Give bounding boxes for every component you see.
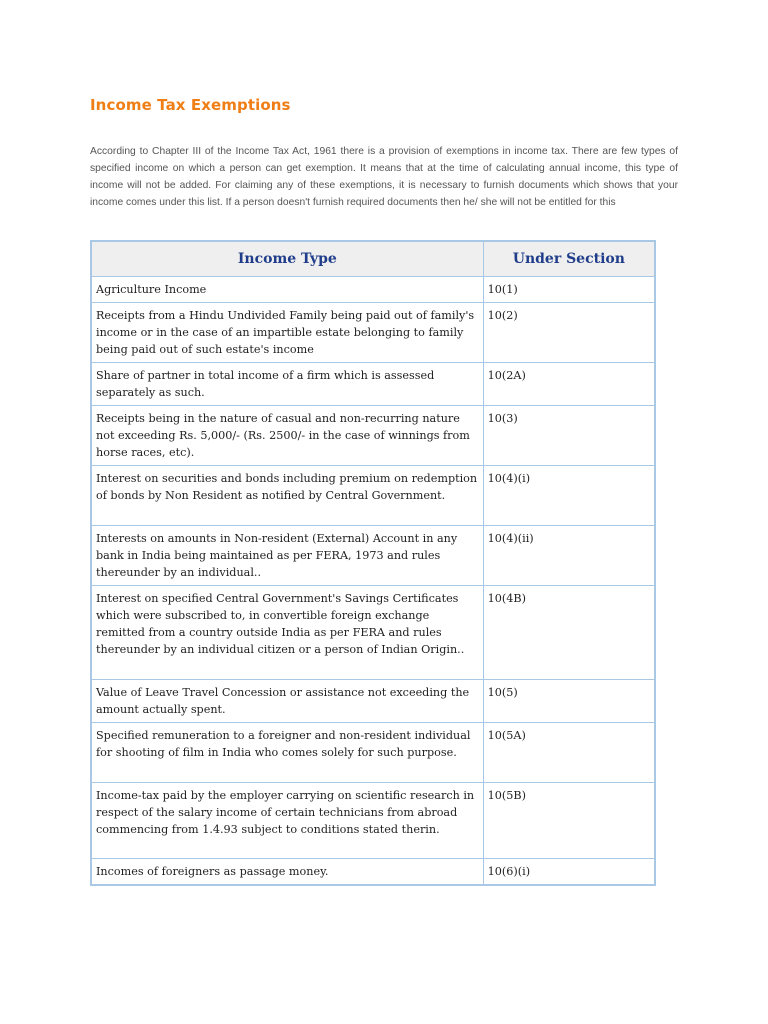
income-type-cell: Share of partner in total income of a firm which is assessed separately as such. — [91, 363, 483, 406]
section-cell: 10(5B) — [483, 783, 655, 859]
section-cell: 10(3) — [483, 406, 655, 466]
table-row — [91, 277, 655, 303]
exemptions-table — [90, 240, 656, 886]
income-type-cell: Interest on securities and bonds including premium on redemption of bonds by Non Resident as notified by Central Government. — [91, 466, 483, 526]
section-cell: 10(4)(ii) — [483, 526, 655, 586]
section-cell: 10(6)(i) — [483, 859, 655, 886]
income-type-cell: Specified remuneration to a foreigner and non-resident individual for shooting of film in India who comes solely for such purpose. — [91, 723, 483, 783]
intro-paragraph: According to Chapter III of the Income Tax Act, 1961 there is a provision of exemptions in income tax. There are few types of specified income on which a person can get exemption. It means that at the time of calculating annual income, this type of income will not be added. For claiming any of these exemptions, it is necessary to furnish documents which shows that your income comes under this list. If a person doesn't furnish required documents then he/ she will not be entitled for this — [90, 146, 678, 208]
income-type-cell: Receipts being in the nature of casual and non-recurring nature not exceeding Rs. 5,000/- (Rs. 2500/- in the case of winnings from horse races, etc). — [91, 406, 483, 466]
table-row — [91, 406, 655, 466]
income-type-cell: Interests on amounts in Non-resident (External) Account in any bank in India being maintained as per FERA, 1973 and rules thereunder by an individual.. — [91, 526, 483, 586]
section-cell: 10(5A) — [483, 723, 655, 783]
section-cell: 10(4B) — [483, 586, 655, 680]
income-type-cell: Incomes of foreigners as passage money. — [91, 859, 483, 886]
page-title: Income Tax Exemptions — [90, 96, 291, 114]
table-row — [91, 723, 655, 783]
section-cell: 10(1) — [483, 277, 655, 303]
income-type-cell: Interest on specified Central Government's Savings Certificates which were subscribed to, in convertible foreign exchange remitted from a country outside India as per FERA and rules thereunder by an individual citizen or a person of Indian Origin.. — [91, 586, 483, 680]
table-row — [91, 303, 655, 363]
table-row — [91, 586, 655, 680]
header-income-type: Income Type — [91, 241, 483, 277]
income-type-cell: Agriculture Income — [91, 277, 483, 303]
table-row — [91, 859, 655, 886]
table-row — [91, 526, 655, 586]
table-row — [91, 363, 655, 406]
income-type-cell: Value of Leave Travel Concession or assistance not exceeding the amount actually spent. — [91, 680, 483, 723]
table-row — [91, 783, 655, 859]
table-row — [91, 680, 655, 723]
table-header-row — [91, 241, 655, 277]
section-cell: 10(2) — [483, 303, 655, 363]
section-cell: 10(2A) — [483, 363, 655, 406]
header-under-section: Under Section — [483, 241, 655, 277]
table-row — [91, 466, 655, 526]
income-type-cell: Receipts from a Hindu Undivided Family being paid out of family's income or in the case of an impartible estate belonging to family being paid out of such estate's income — [91, 303, 483, 363]
income-type-cell: Income-tax paid by the employer carrying on scientific research in respect of the salary income of certain technicians from abroad commencing from 1.4.93 subject to conditions stated therin. — [91, 783, 483, 859]
section-cell: 10(5) — [483, 680, 655, 723]
section-cell: 10(4)(i) — [483, 466, 655, 526]
